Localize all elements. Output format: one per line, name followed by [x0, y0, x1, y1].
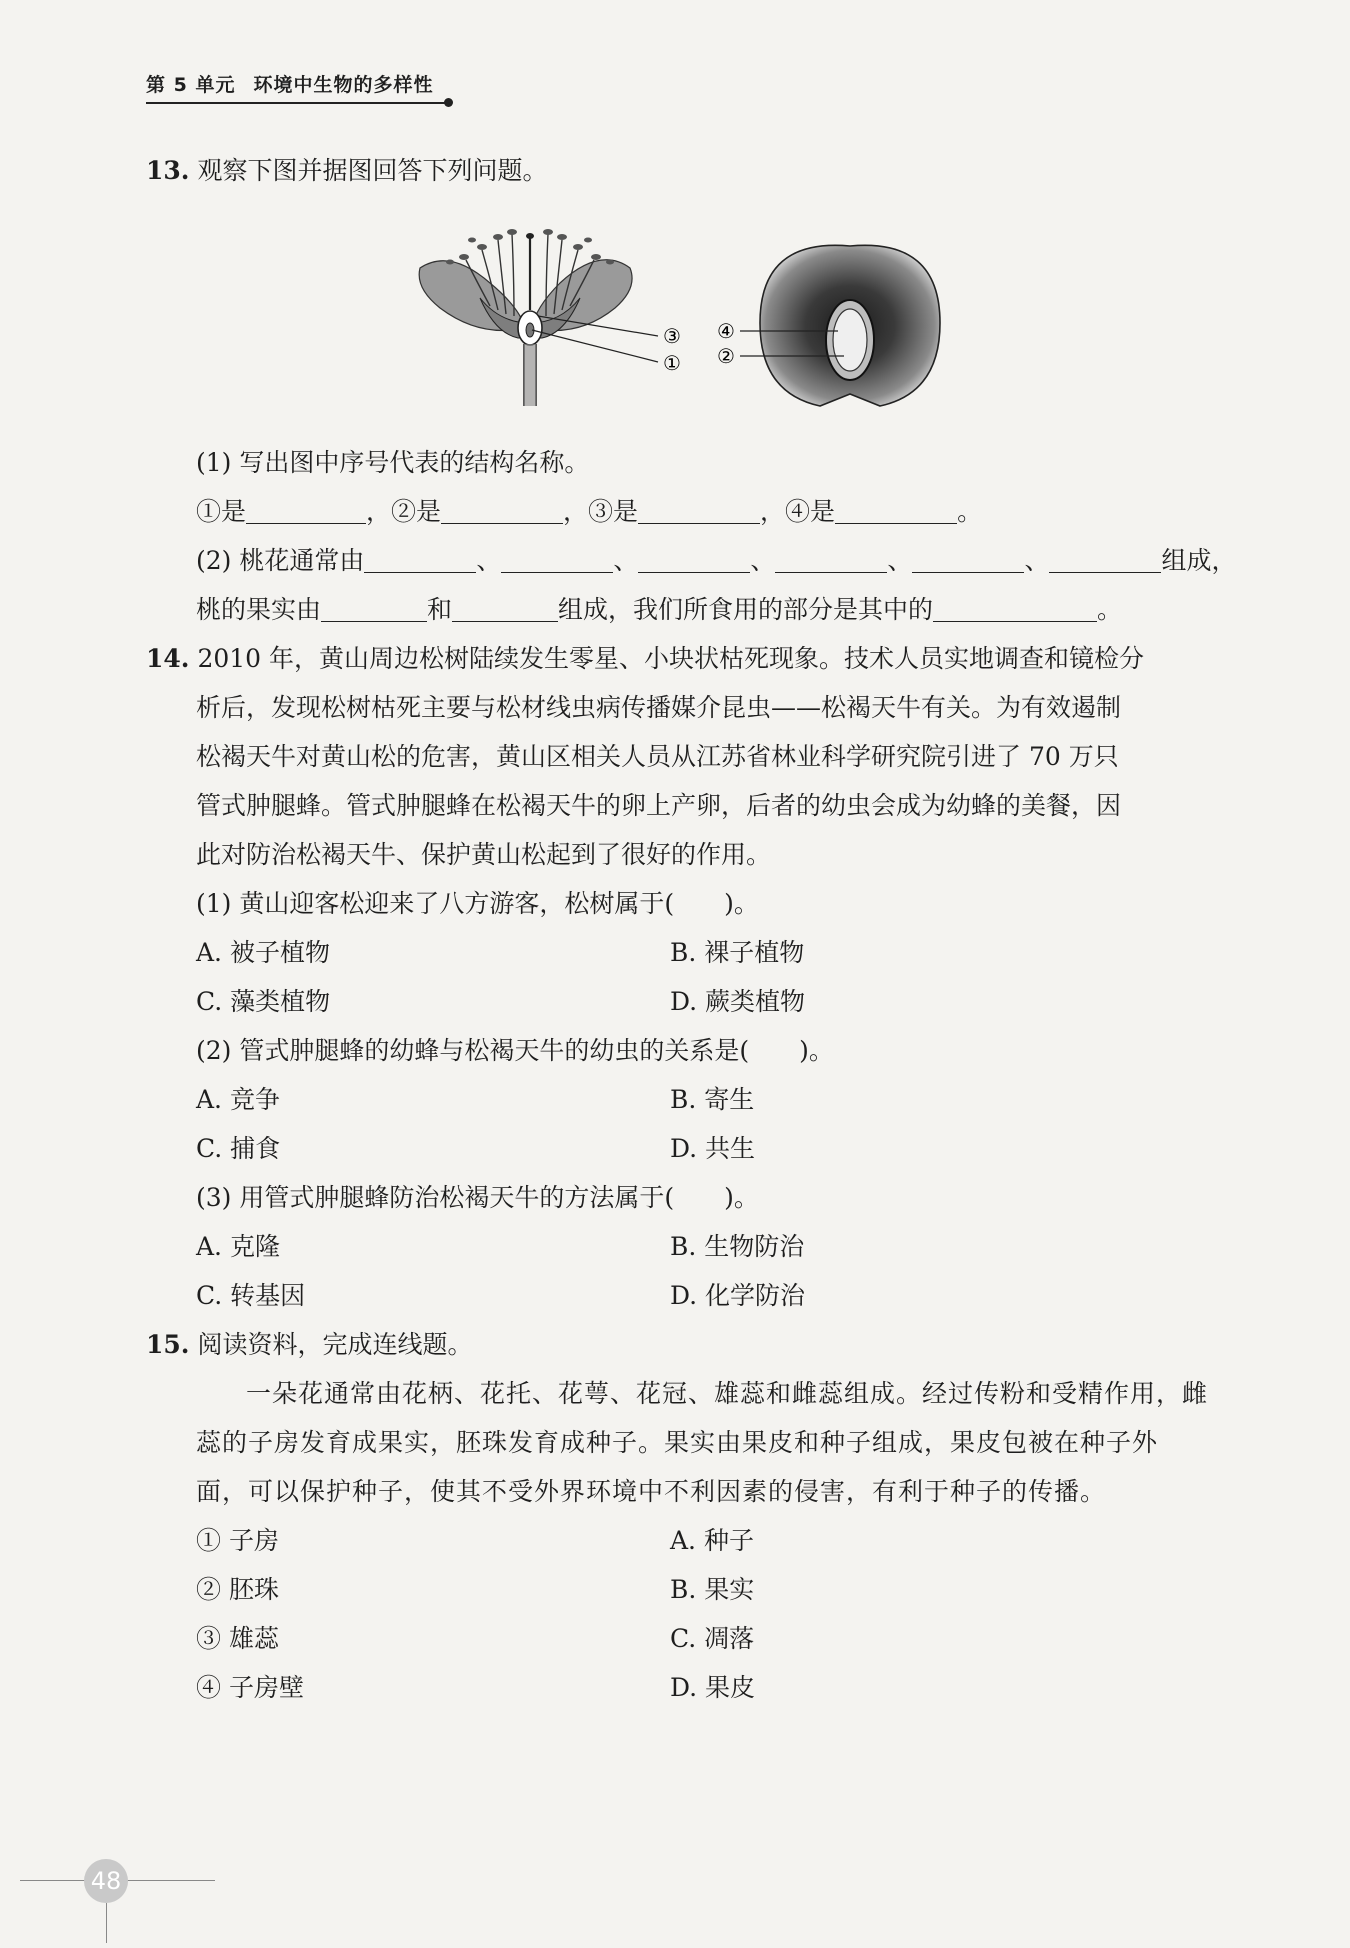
- q15-passage-0: 一朵花通常由花柄、花托、花萼、花冠、雄蕊和雌蕊组成。经过传粉和受精作用，雌: [246, 1379, 1209, 1408]
- q13-sub1-answer-line: [196, 496, 982, 528]
- unit-title: 环境中生物的多样性: [253, 74, 434, 96]
- q14-sub3-option-b[interactable]: B. 生物防治: [670, 1232, 805, 1261]
- label-4: ，④是: [760, 497, 836, 526]
- sep: 、: [476, 546, 502, 575]
- q14-sub1: (1) 黄山迎客松迎来了八方游客，松树属于( )。: [196, 889, 759, 918]
- q13-stem: [146, 155, 547, 187]
- q14-sub2-option-d[interactable]: D. 共生: [670, 1134, 756, 1163]
- fruit-and: 和: [427, 595, 453, 624]
- blank-flower-1[interactable]: [364, 548, 476, 573]
- sep: 、: [750, 546, 776, 575]
- q14-text-0: 2010 年，黄山周边松树陆续发生零星、小块状枯死现象。技术人员实地调查和镜检分: [197, 644, 1145, 673]
- fruit-end: 。: [1097, 595, 1123, 624]
- q15-right-item-d[interactable]: D. 果皮: [670, 1673, 756, 1702]
- fruit-label-2: ②: [717, 344, 735, 368]
- q13-sub2-line1: [196, 545, 1236, 577]
- q14-sub2: (2) 管式肿腿蜂的幼蜂与松褐天牛的幼虫的关系是( )。: [196, 1036, 834, 1065]
- q14-sub2-option-c[interactable]: C. 捕食: [196, 1134, 281, 1163]
- q15-left-item-4[interactable]: ④ 子房壁: [196, 1673, 304, 1702]
- header-dot: [444, 98, 453, 107]
- header-rule: [146, 102, 448, 104]
- blank-1[interactable]: [246, 499, 366, 524]
- blank-4[interactable]: [835, 499, 957, 524]
- q15-stem: [146, 1329, 472, 1361]
- blank-2[interactable]: [441, 499, 563, 524]
- sep: 、: [887, 546, 913, 575]
- blank-3[interactable]: [638, 499, 760, 524]
- fruit-label-4: ④: [717, 319, 735, 343]
- fruit-lead: 桃的果实由: [196, 595, 322, 624]
- q15-right-item-c[interactable]: C. 凋落: [670, 1624, 755, 1653]
- label-end: 。: [957, 497, 983, 526]
- q14-sub1-option-b[interactable]: B. 裸子植物: [670, 938, 805, 967]
- q14-text-2: 松褐天牛对黄山松的危害，黄山区相关人员从江苏省林业科学研究院引进了 70 万只: [196, 742, 1119, 771]
- label-2: ，②是: [366, 497, 442, 526]
- q14-sub2-option-a[interactable]: A. 竞争: [196, 1085, 280, 1114]
- blank-fruit-3[interactable]: [933, 597, 1097, 622]
- q15-left-item-1[interactable]: ① 子房: [196, 1526, 279, 1555]
- label-1: ①是: [196, 497, 247, 526]
- fruit-mid: 组成，我们所食用的部分是其中的: [558, 595, 934, 624]
- q14-line-0: [146, 643, 1144, 675]
- q13-number: 13.: [146, 156, 190, 185]
- q15-left-item-2[interactable]: ② 胚珠: [196, 1575, 279, 1604]
- sep: 、: [1024, 546, 1050, 575]
- blank-flower-6[interactable]: [1049, 548, 1161, 573]
- q14-number: 14.: [146, 644, 190, 673]
- q14-text-4: 此对防治松褐天牛、保护黄山松起到了很好的作用。: [196, 840, 772, 869]
- unit-header: [146, 70, 433, 97]
- q14-sub1-option-a[interactable]: A. 被子植物: [196, 938, 330, 967]
- blank-flower-5[interactable]: [912, 548, 1024, 573]
- flower-label-1: ①: [663, 351, 681, 375]
- q14-sub3-option-c[interactable]: C. 转基因: [196, 1281, 306, 1310]
- q14-text-3: 管式肿腿蜂。管式肿腿蜂在松褐天牛的卵上产卵，后者的幼虫会成为幼蜂的美餐，因: [196, 791, 1122, 820]
- q14-sub2-option-b[interactable]: B. 寄生: [670, 1085, 755, 1114]
- fruit-diagram: [740, 245, 940, 406]
- q15-right-item-b[interactable]: B. 果实: [670, 1575, 755, 1604]
- q15-passage-1: 蕊的子房发育成果实，胚珠发育成种子。果实由果皮和种子组成，果皮包被在种子外: [196, 1428, 1159, 1457]
- sub2-lead: (2) 桃花通常由: [196, 546, 365, 575]
- q15-number: 15.: [146, 1330, 190, 1359]
- sep: 、: [613, 546, 639, 575]
- label-3: ，③是: [563, 497, 639, 526]
- q14-sub1-option-c[interactable]: C. 藻类植物: [196, 987, 331, 1016]
- unit-number: 第 5 单元: [146, 74, 236, 96]
- q15-right-item-a[interactable]: A. 种子: [670, 1526, 754, 1555]
- blank-fruit-2[interactable]: [452, 597, 558, 622]
- blank-flower-2[interactable]: [501, 548, 613, 573]
- q14-sub3-option-a[interactable]: A. 克隆: [196, 1232, 280, 1261]
- q14-text-1: 析后，发现松树枯死主要与松材线虫病传播媒介昆虫——松褐天牛有关。为有效遏制: [196, 693, 1122, 722]
- blank-fruit-1[interactable]: [321, 597, 427, 622]
- q14-sub3: (3) 用管式肿腿蜂防治松褐天牛的方法属于( )。: [196, 1183, 759, 1212]
- q15-left-item-3[interactable]: ③ 雄蕊: [196, 1624, 279, 1653]
- q15-stem-text: 阅读资料，完成连线题。: [197, 1330, 473, 1359]
- sub2-end: 组成，: [1161, 546, 1237, 575]
- page-number: 48: [84, 1859, 128, 1903]
- footer-tail: [106, 1903, 107, 1943]
- q14-sub1-option-d[interactable]: D. 蕨类植物: [670, 987, 806, 1016]
- flower-label-3: ③: [663, 324, 681, 348]
- q14-sub3-option-d[interactable]: D. 化学防治: [670, 1281, 806, 1310]
- q15-passage-2: 面，可以保护种子，使其不受外界环境中不利因素的侵害，有利于种子的传播。: [196, 1477, 1107, 1506]
- q13-stem-text: 观察下图并据图回答下列问题。: [197, 156, 548, 185]
- q13-sub1: (1) 写出图中序号代表的结构名称。: [196, 448, 590, 477]
- flower-fruit-figure: [410, 228, 970, 418]
- blank-flower-3[interactable]: [638, 548, 750, 573]
- flower-diagram: [419, 229, 658, 406]
- blank-flower-4[interactable]: [775, 548, 887, 573]
- q13-sub2-line2: [196, 594, 1122, 626]
